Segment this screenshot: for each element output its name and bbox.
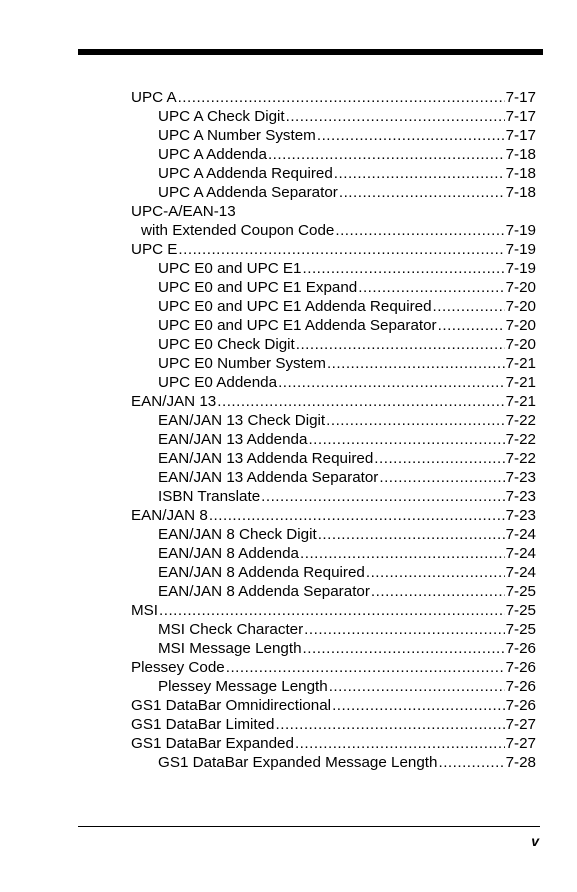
toc-entry-label: EAN/JAN 13 Addenda Required [158, 450, 374, 467]
toc-entry-page: 7-24 [505, 526, 536, 543]
toc-entry-page: 7-23 [505, 507, 536, 524]
toc-entry-page: 7-26 [505, 697, 536, 714]
toc-entry[interactable] [131, 183, 536, 202]
toc-entry[interactable] [131, 297, 536, 316]
toc-entry-label: EAN/JAN 8 Addenda Separator [158, 583, 370, 600]
toc-entry[interactable] [131, 316, 536, 335]
toc-entry-page: 7-20 [505, 317, 536, 334]
toc-entry[interactable] [131, 449, 536, 468]
toc-entry-label: MSI Message Length [158, 640, 302, 657]
toc-entry-page: 7-24 [505, 564, 536, 581]
toc-entry[interactable] [131, 411, 536, 430]
dot-leader [334, 164, 505, 183]
toc-entry-label: EAN/JAN 13 Addenda Separator [158, 469, 379, 486]
toc-entry[interactable] [131, 221, 536, 240]
toc-entry-label: UPC-A/EAN-13 [131, 203, 236, 220]
toc-entry[interactable] [131, 734, 536, 753]
toc-entry-page: 7-27 [505, 735, 536, 752]
toc-entry[interactable] [131, 487, 536, 506]
toc-entry[interactable] [131, 753, 536, 772]
toc-entry[interactable] [131, 202, 536, 221]
toc-entry-page: 7-21 [505, 355, 536, 372]
toc-entry-page: 7-18 [505, 146, 536, 163]
toc-entry[interactable] [131, 715, 536, 734]
toc-entry[interactable] [131, 335, 536, 354]
toc-entry-page: 7-23 [505, 469, 536, 486]
toc-entry-label: UPC E0 and UPC E1 Addenda Separator [158, 317, 437, 334]
dot-leader [209, 506, 505, 525]
dot-leader [296, 335, 505, 354]
toc-entry-page: 7-26 [505, 659, 536, 676]
header-rule [78, 49, 543, 55]
toc-entry-page: 7-17 [505, 89, 536, 106]
dot-leader [300, 544, 505, 563]
toc-entry-label: UPC A Number System [158, 127, 316, 144]
toc-entry-page: 7-20 [505, 279, 536, 296]
toc-entry[interactable] [131, 145, 536, 164]
toc-entry[interactable] [131, 620, 536, 639]
toc-entry-label: UPC A Addenda Required [158, 165, 333, 182]
dot-leader [217, 392, 504, 411]
dot-leader [339, 183, 505, 202]
toc-entry-page: 7-26 [505, 678, 536, 695]
toc-entry-label: UPC E [131, 241, 178, 258]
toc-entry-page: 7-23 [505, 488, 536, 505]
dot-leader [278, 373, 505, 392]
dot-leader [358, 278, 504, 297]
dot-leader [261, 487, 504, 506]
toc-entry[interactable] [131, 525, 536, 544]
toc-entry-label: UPC A Check Digit [158, 108, 285, 125]
toc-entry[interactable] [131, 563, 536, 582]
toc-entry-label: UPC E0 Number System [158, 355, 326, 372]
page-number: v [531, 833, 539, 849]
dot-leader [371, 582, 505, 601]
toc-entry-label: EAN/JAN 8 Addenda Required [158, 564, 365, 581]
toc-entry[interactable] [131, 430, 536, 449]
toc-entry-page: 7-22 [505, 450, 536, 467]
dot-leader [326, 411, 504, 430]
toc-entry-label: GS1 DataBar Limited [131, 716, 275, 733]
toc-entry[interactable] [131, 544, 536, 563]
toc-entry-label: EAN/JAN 13 Addenda [158, 431, 308, 448]
toc-entry[interactable] [131, 354, 536, 373]
dot-leader [303, 639, 505, 658]
toc-entry-label: GS1 DataBar Expanded [131, 735, 294, 752]
toc-entry[interactable] [131, 126, 536, 145]
toc-entry[interactable] [131, 468, 536, 487]
toc-entry-label: EAN/JAN 8 Addenda [158, 545, 299, 562]
toc-entry-label: MSI [131, 602, 159, 619]
dot-leader [317, 126, 505, 145]
toc-entry[interactable] [131, 601, 536, 620]
dot-leader [433, 297, 505, 316]
dot-leader [438, 316, 505, 335]
toc-entry-label: Plessey Code [131, 659, 225, 676]
dot-leader [379, 468, 504, 487]
toc-entry-label: EAN/JAN 8 Check Digit [158, 526, 317, 543]
toc-entry[interactable] [131, 696, 536, 715]
toc-entry[interactable] [131, 88, 536, 107]
toc-entry[interactable] [131, 278, 536, 297]
toc-entry-label: UPC A Addenda [158, 146, 267, 163]
toc-entry-page: 7-22 [505, 431, 536, 448]
toc-entry[interactable] [131, 373, 536, 392]
toc-entry-label: UPC E0 Check Digit [158, 336, 295, 353]
footer-rule [78, 826, 540, 827]
toc-entry-label: EAN/JAN 13 [131, 393, 217, 410]
toc-entry[interactable] [131, 107, 536, 126]
toc-entry-label: UPC A Addenda Separator [158, 184, 338, 201]
toc-entry-label: UPC E0 Addenda [158, 374, 278, 391]
toc-entry-label: UPC E0 and UPC E1 Expand [158, 279, 358, 296]
toc-entry-page: 7-22 [505, 412, 536, 429]
dot-leader [286, 107, 505, 126]
dot-leader [303, 259, 505, 278]
toc-entry-label: EAN/JAN 13 Check Digit [158, 412, 326, 429]
toc-entry-label: EAN/JAN 8 [131, 507, 208, 524]
dot-leader [318, 525, 505, 544]
toc-entry-label: MSI Check Character [158, 621, 304, 638]
toc-entry-page: 7-19 [505, 241, 536, 258]
dot-leader [374, 449, 504, 468]
toc-entry[interactable] [131, 582, 536, 601]
toc-entry-page: 7-18 [505, 165, 536, 182]
toc-entry-label: GS1 DataBar Expanded Message Length [158, 754, 438, 771]
toc-entry-page: 7-28 [505, 754, 536, 771]
toc-entry-label: with Extended Coupon Code [141, 222, 335, 239]
toc-entry[interactable] [131, 164, 536, 183]
toc-entry-label: ISBN Translate [158, 488, 261, 505]
toc-entry-page: 7-21 [505, 374, 536, 391]
toc-entry-label: UPC E0 and UPC E1 Addenda Required [158, 298, 432, 315]
toc-entry-page: 7-17 [505, 108, 536, 125]
toc-entry-label: Plessey Message Length [158, 678, 328, 695]
toc-entry-page: 7-20 [505, 298, 536, 315]
dot-leader [178, 88, 505, 107]
table-of-contents [131, 88, 536, 772]
toc-entry-label: UPC A [131, 89, 177, 106]
dot-leader [295, 734, 505, 753]
toc-entry-page: 7-18 [505, 184, 536, 201]
toc-entry-page: 7-26 [505, 640, 536, 657]
dot-leader [159, 601, 505, 620]
toc-entry-label: GS1 DataBar Omnidirectional [131, 697, 332, 714]
toc-entry-page: 7-24 [505, 545, 536, 562]
dot-leader [178, 240, 504, 259]
toc-entry[interactable] [131, 392, 536, 411]
toc-entry[interactable] [131, 639, 536, 658]
toc-entry-page: 7-27 [505, 716, 536, 733]
toc-entry[interactable] [131, 240, 536, 259]
toc-entry[interactable] [131, 677, 536, 696]
toc-entry-page: 7-19 [505, 260, 536, 277]
dot-leader [226, 658, 505, 677]
toc-entry-page: 7-19 [505, 222, 536, 239]
dot-leader [276, 715, 505, 734]
dot-leader [268, 145, 505, 164]
dot-leader [438, 753, 504, 772]
toc-entry[interactable] [131, 259, 536, 278]
toc-entry-page: 7-21 [505, 393, 536, 410]
dot-leader [329, 677, 505, 696]
dot-leader [327, 354, 505, 373]
toc-entry-page: 7-25 [505, 583, 536, 600]
toc-entry-page: 7-25 [505, 602, 536, 619]
toc-entry-label: UPC E0 and UPC E1 [158, 260, 302, 277]
dot-leader [304, 620, 504, 639]
dot-leader [366, 563, 505, 582]
dot-leader [308, 430, 504, 449]
dot-leader [335, 221, 504, 240]
dot-leader [332, 696, 505, 715]
toc-entry[interactable] [131, 658, 536, 677]
toc-entry-page: 7-25 [505, 621, 536, 638]
toc-entry[interactable] [131, 506, 536, 525]
toc-entry-page: 7-17 [505, 127, 536, 144]
toc-entry-page: 7-20 [505, 336, 536, 353]
